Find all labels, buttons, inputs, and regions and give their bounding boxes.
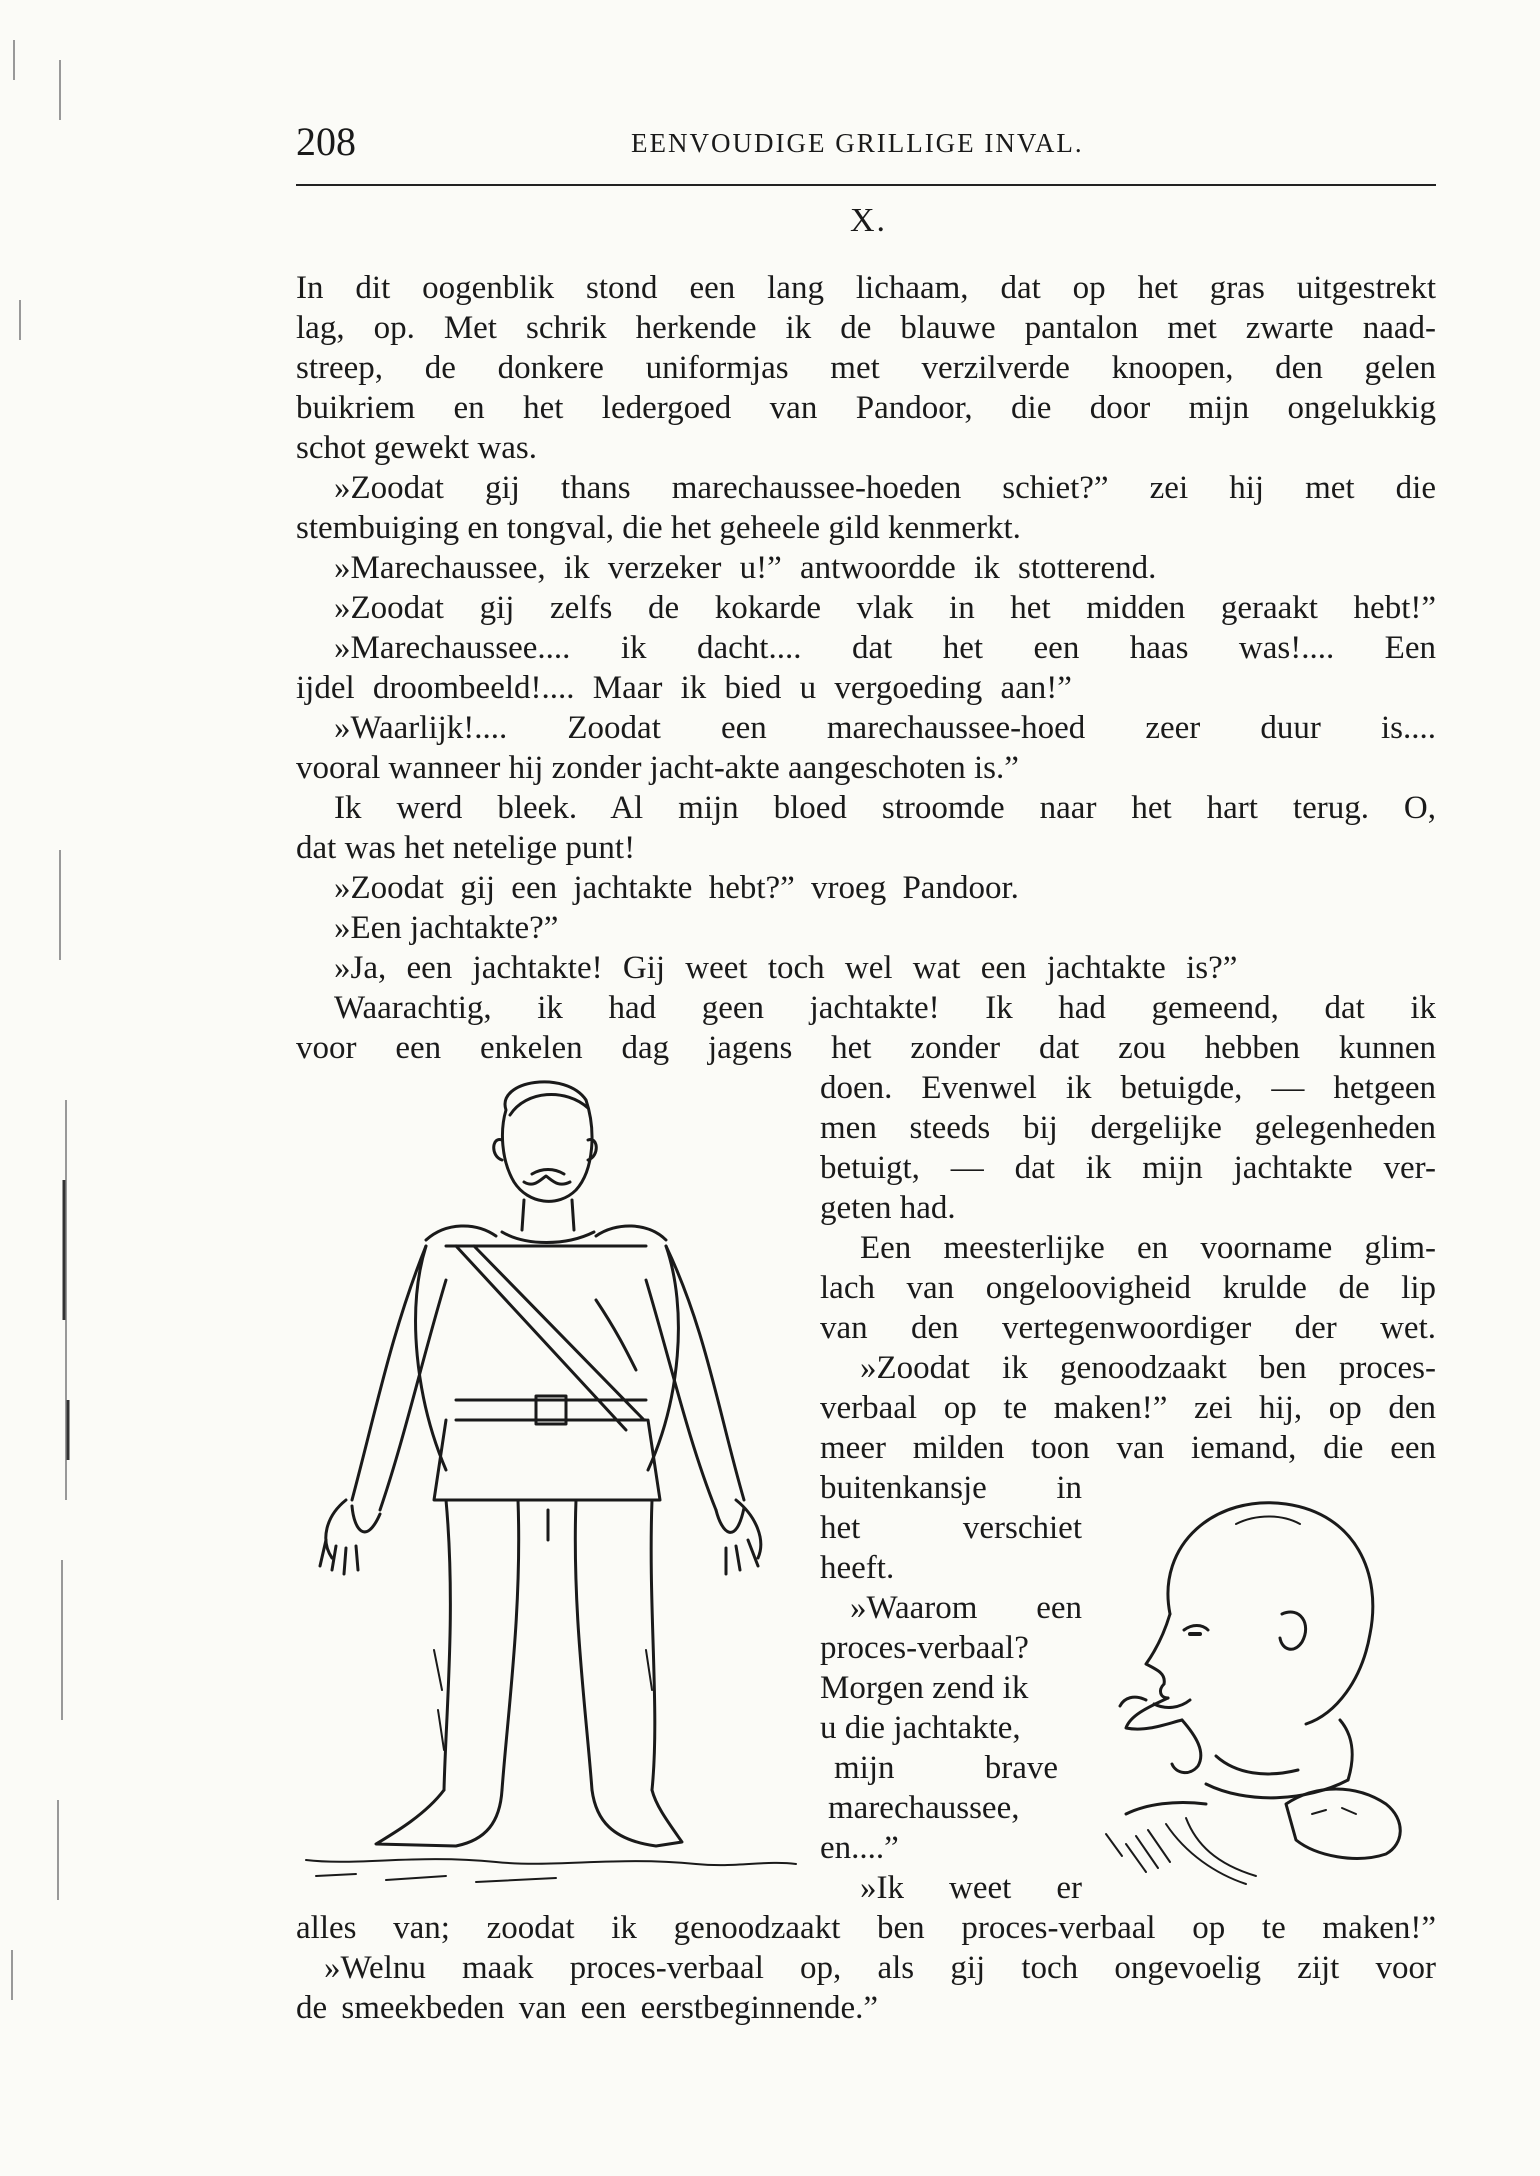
text-line: meer milden toon van iemand, die een — [820, 1430, 1436, 1466]
text-line: »Marechaussee, ik verzeker u!” antwoordde ik stotterend. — [334, 550, 1157, 586]
text-line: men steeds bij dergelijke gelegenheden — [820, 1110, 1436, 1146]
text-line: proces-verbaal? — [820, 1630, 1029, 1666]
text-line: alles van; zoodat ik genoodzaakt ben proces-verbaal op te maken!” — [296, 1910, 1436, 1946]
text-line: »Een jachtakte?” — [334, 910, 559, 946]
text-line: »Ja, een jachtakte! Gij weet toch wel wat een jachtakte is?” — [334, 950, 1238, 986]
text-line: »Zoodat gij zelfs de kokarde vlak in het midden geraakt hebt!” — [334, 590, 1436, 626]
text-line: buikriem en het ledergoed van Pandoor, die door mijn ongelukkig — [296, 390, 1436, 426]
text-line: lach van ongeloovigheid krulde de lip — [820, 1270, 1436, 1306]
text-line: mijn brave — [834, 1750, 1058, 1786]
text-line: dat was het netelige punt! — [296, 830, 636, 866]
text-line: het verschiet — [820, 1510, 1082, 1546]
text-line: In dit oogenblik stond een lang lichaam, dat op het gras uitgestrekt — [296, 270, 1436, 306]
text-line: »Welnu maak proces-verbaal op, als gij toch ongevoelig zijt voor — [324, 1950, 1436, 1986]
text-line: vooral wanneer hij zonder jacht-akte aangeschoten is.” — [296, 750, 1019, 786]
text-line: »Zoodat gij thans marechaussee-hoeden schiet?” zei hij met die — [334, 470, 1436, 506]
text-line: heeft. — [820, 1550, 895, 1586]
text-line: »Zoodat ik genoodzaakt ben proces- — [860, 1350, 1436, 1386]
text-line: Een meesterlijke en voorname glim- — [860, 1230, 1436, 1266]
text-line: geten had. — [820, 1190, 956, 1226]
text-line: de smeekbeden van een eerstbeginnende.” — [296, 1990, 878, 2026]
scan-margin-marks — [0, 0, 110, 2176]
text-line: doen. Evenwel ik betuigde, — hetgeen — [820, 1070, 1436, 1106]
text-line: Ik werd bleek. Al mijn bloed stroomde naar het hart terug. O, — [334, 790, 1436, 826]
text-line: streep, de donkere uniformjas met verzilverde knoopen, den gelen — [296, 350, 1436, 386]
text-line: u die jachtakte, — [820, 1710, 1021, 1746]
text-line: schot gewekt was. — [296, 430, 538, 466]
text-line: marechaussee, — [828, 1790, 1020, 1826]
text-line: Morgen zend ik — [820, 1670, 1029, 1706]
text-line: »Marechaussee.... ik dacht.... dat het een haas was!.... Een — [334, 630, 1436, 666]
text-line: »Ik weet er — [860, 1870, 1082, 1906]
page-number: 208 — [296, 119, 356, 164]
page-header — [296, 118, 1436, 168]
gendarme-figure-illustration — [296, 1070, 806, 1890]
gendarme-portrait-illustration — [1086, 1484, 1436, 1904]
chapter-heading: X. — [850, 202, 888, 239]
text-line: »Waarlijk!.... Zoodat een marechaussee-hoed zeer duur is.... — [334, 710, 1436, 746]
text-line: »Zoodat gij een jachtakte hebt?” vroeg Pandoor. — [334, 870, 1019, 906]
text-line: buitenkansje in — [820, 1470, 1082, 1506]
text-line: stembuiging en tongval, die het geheele gild kenmerkt. — [296, 510, 1021, 546]
text-line: van den vertegenwoordiger der wet. — [820, 1310, 1436, 1346]
text-line: voor een enkelen dag jagens het zonder dat zou hebben kunnen — [296, 1030, 1436, 1066]
header-rule — [296, 184, 1436, 186]
running-title: EENVOUDIGE GRILLIGE INVAL. — [631, 128, 1084, 158]
text-line: ijdel droombeeld!.... Maar ik bied u vergoeding aan!” — [296, 670, 1072, 706]
text-line: lag, op. Met schrik herkende ik de blauwe pantalon met zwarte naad- — [296, 310, 1436, 346]
text-line: »Waarom een — [850, 1590, 1082, 1626]
text-line: betuigt, — dat ik mijn jachtakte ver- — [820, 1150, 1436, 1186]
text-line: Waarachtig, ik had geen jachtakte! Ik had gemeend, dat ik — [334, 990, 1436, 1026]
text-line: verbaal op te maken!” zei hij, op den — [820, 1390, 1436, 1426]
text-line: en....” — [820, 1830, 899, 1866]
